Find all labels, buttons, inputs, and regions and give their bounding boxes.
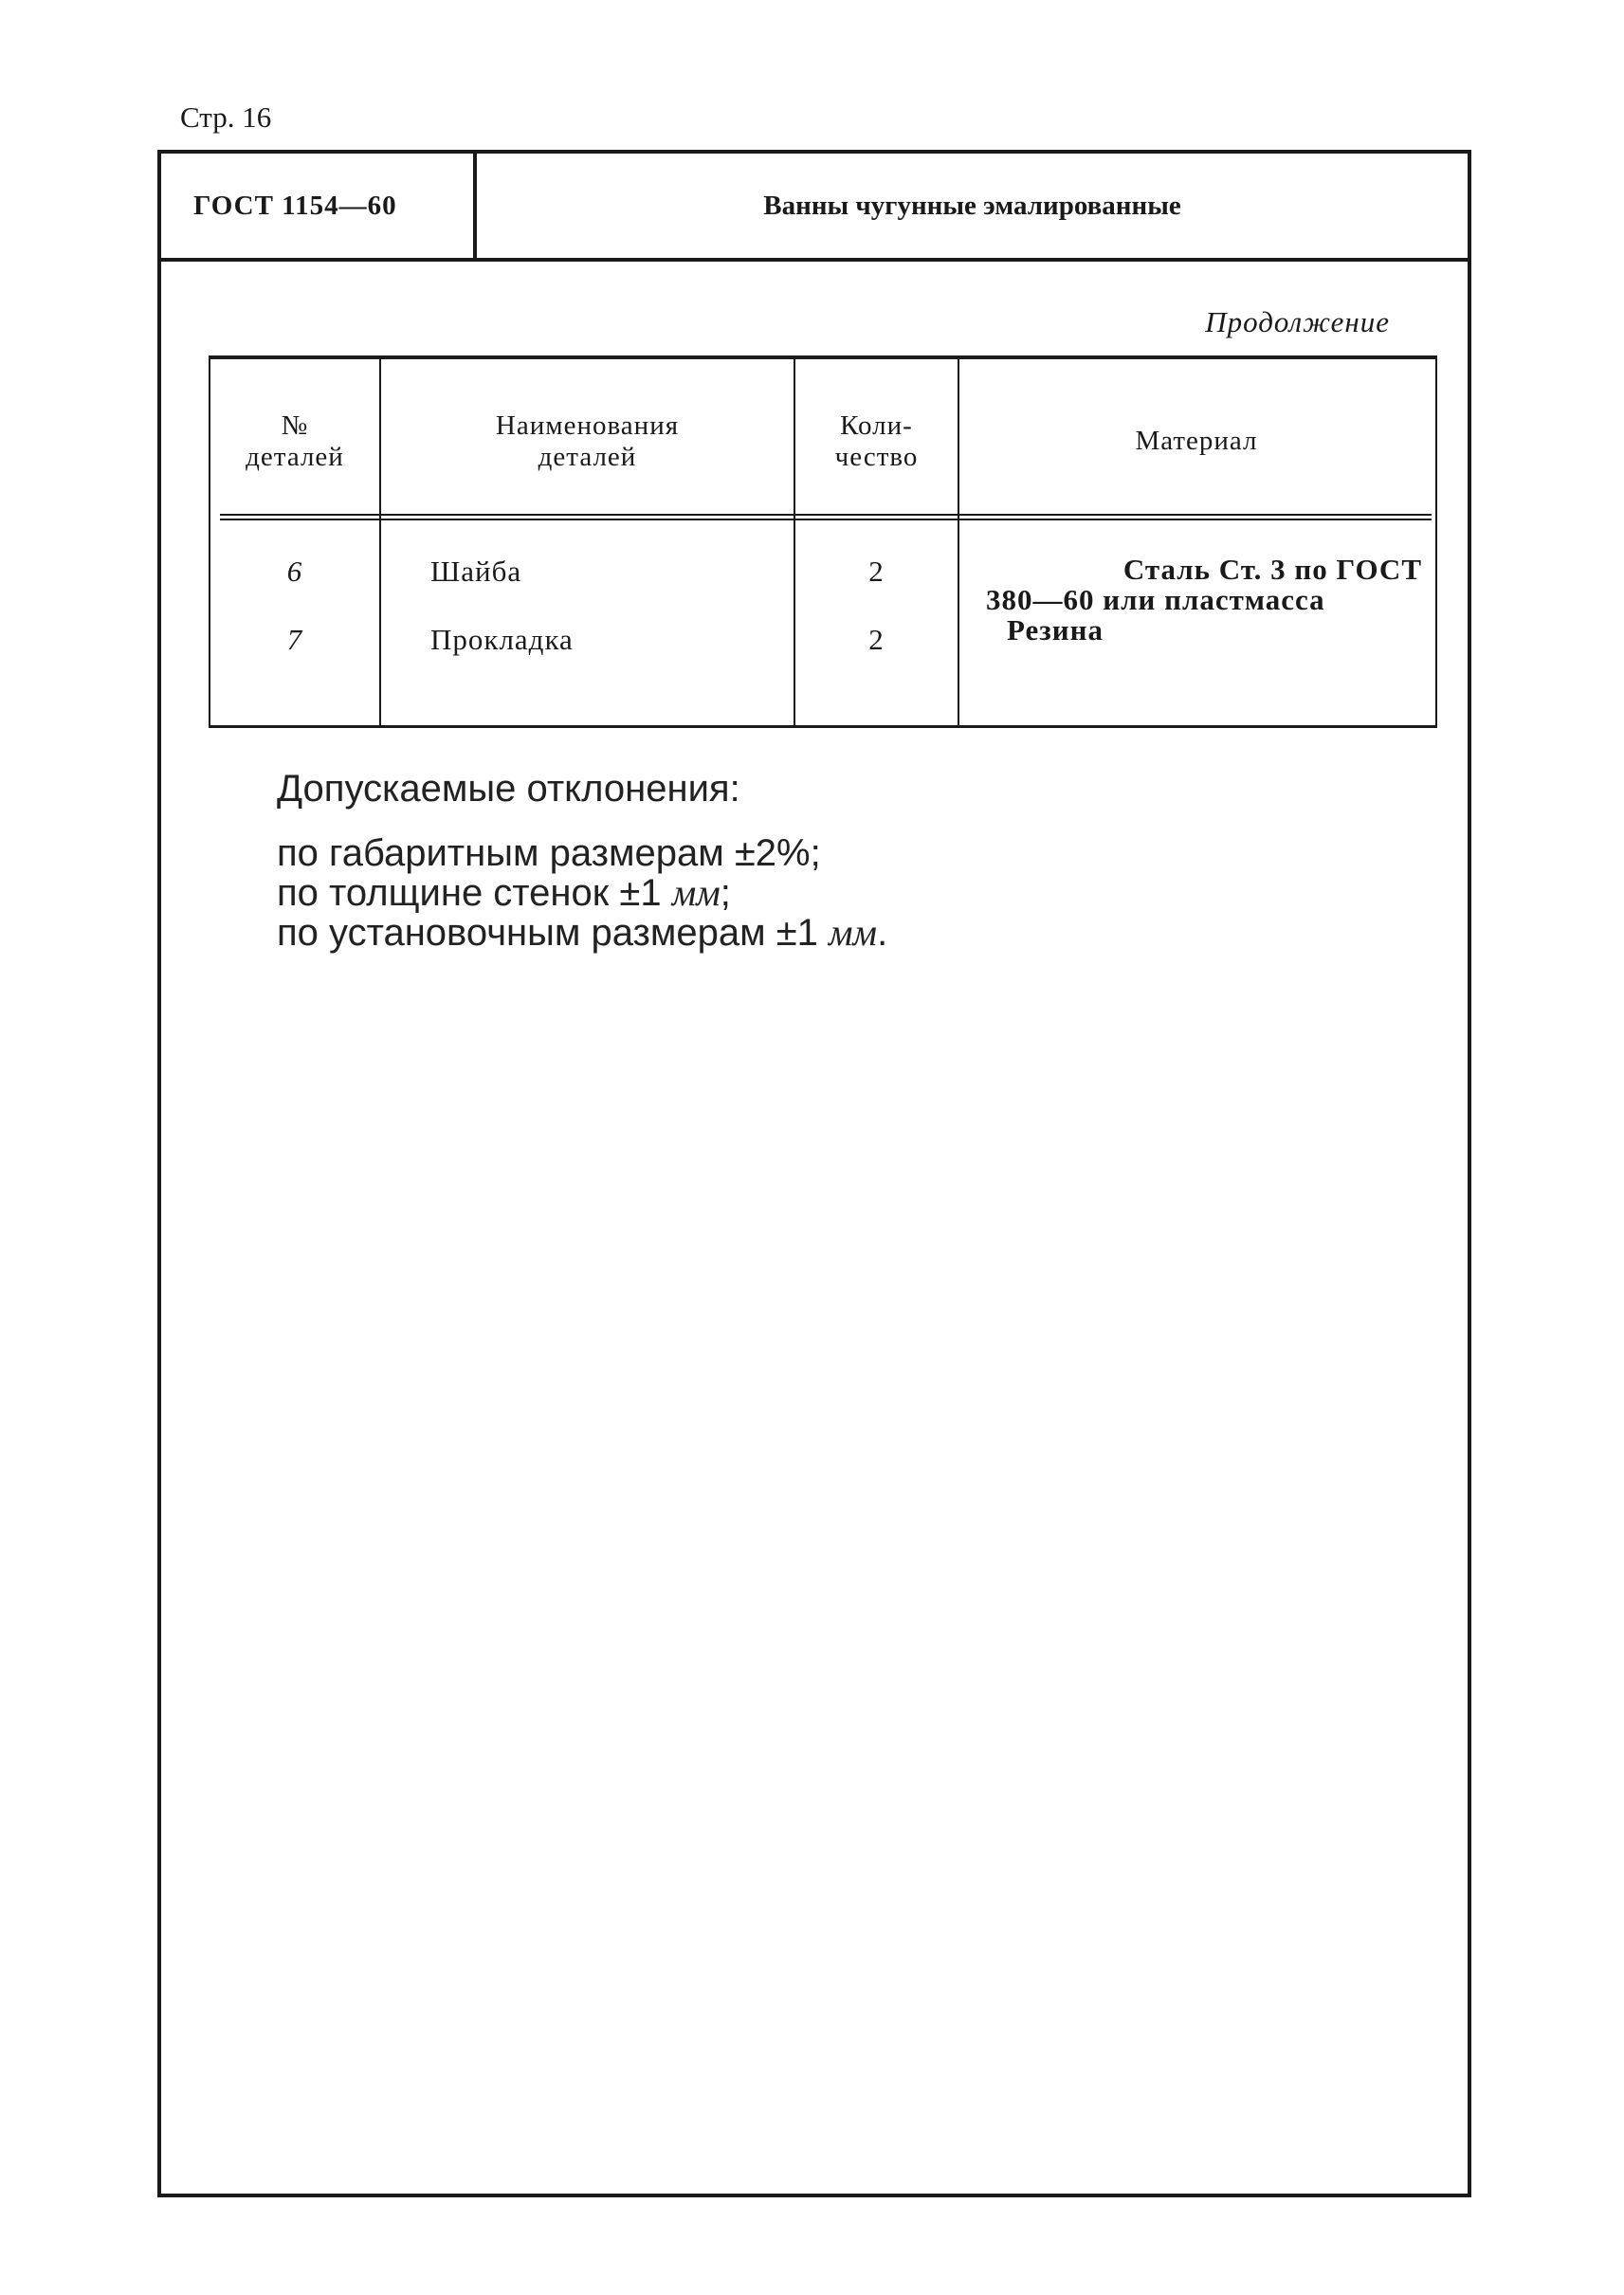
column-header-name xyxy=(381,392,794,491)
tolerance-item xyxy=(277,833,887,873)
column-header-line: № xyxy=(281,410,309,441)
tolerance-unit: мм xyxy=(671,871,721,914)
column-header-quantity xyxy=(795,392,958,491)
tolerance-item xyxy=(277,913,887,953)
page-frame xyxy=(157,150,1471,2197)
parts-table xyxy=(209,355,1437,728)
column-header-line: деталей xyxy=(538,441,637,472)
row-name: Прокладка xyxy=(430,623,574,656)
column-header-material xyxy=(959,392,1433,491)
column-header-line: деталей xyxy=(246,441,344,472)
material-line: 380—60 или пластмасса xyxy=(986,583,1325,616)
tolerance-unit: мм xyxy=(829,911,878,954)
row-quantity: 2 xyxy=(868,623,885,656)
tolerances-title: Допускаемые отклонения: xyxy=(277,768,740,810)
tolerance-suffix: . xyxy=(877,912,888,954)
column-header-number xyxy=(210,392,379,491)
header-separator xyxy=(220,514,1432,516)
continuation-label: Продолжение xyxy=(1205,305,1390,338)
column-header-line: Материал xyxy=(1135,426,1258,456)
row-name: Шайба xyxy=(430,555,522,588)
tolerance-text: по толщине стенок ±1 xyxy=(277,872,672,914)
row-material: Резина xyxy=(1007,613,1104,647)
column-header-line: Коли- xyxy=(840,410,913,441)
tolerances-section xyxy=(277,768,887,953)
row-number: 7 xyxy=(286,623,303,656)
document-header xyxy=(161,154,1468,262)
tolerance-text: по габаритным размерам ±2%; xyxy=(277,832,821,874)
page-number: Стр. 16 xyxy=(180,100,272,134)
standard-code: ГОСТ 1154—60 xyxy=(161,154,477,258)
tolerance-suffix: ; xyxy=(720,872,731,914)
row-quantity: 2 xyxy=(868,555,885,588)
material-line: Сталь Ст. 3 по ГОСТ xyxy=(1122,553,1422,586)
document-title: Ванны чугунные эмалированные xyxy=(763,190,1181,221)
row-material xyxy=(986,555,1422,615)
row-number: 6 xyxy=(286,555,303,588)
tolerance-text: по установочным размерам ±1 xyxy=(277,912,830,954)
column-header-line: Наименования xyxy=(495,410,680,441)
header-separator xyxy=(220,519,1432,520)
tolerance-item xyxy=(277,873,887,913)
column-header-line: чество xyxy=(834,441,919,472)
